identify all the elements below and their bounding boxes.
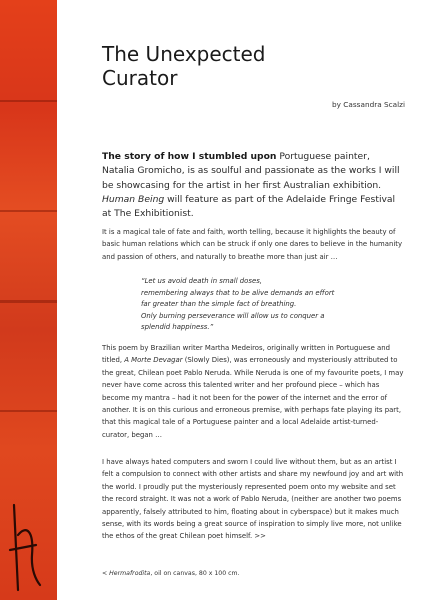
title-line-1: The Unexpected — [102, 42, 266, 66]
lead-text-1: Portuguese painter, Natalia Gromicho, is as soulful and passionate as the works I will be showcasing for the artist in her first Australian exhibition. — [102, 151, 400, 191]
caption-title: Hermafrodita — [109, 570, 151, 577]
lead-bold-text: The story of how I stumbled upon — [102, 151, 277, 162]
body-paragraph-2 — [102, 342, 404, 441]
byline: by Cassandra Scalzi — [332, 100, 405, 109]
article-page — [57, 0, 425, 600]
quote-line: far greater than the simple fact of breathing. — [141, 300, 297, 309]
caption-prefix: < — [102, 570, 110, 577]
artwork-spine-strip — [0, 0, 57, 600]
quote-line: remembering always that to be alive demands an effort — [141, 288, 335, 297]
body-paragraph-3: I have always hated computers and sworn I could live without them, but as an artist I felt a compulsion to connect with other artists and share my newfound joy and art with the world. I proudly put the mysteriously represented poem onto my website and set the record straight. It was not a work of Pablo Neruda, (neither are another two poems apparently, falsely attributed to him, floating about in cyberspace) but it makes much sense, with its words being a great source of inspiration to simply live more, not unlike the ethos of the great Chilean poet himself. >> — [102, 458, 404, 541]
lead-paragraph — [102, 150, 402, 221]
lead-text-2: will feature as part of the Adelaide Fringe Festival at The Exhibitionist. — [102, 193, 396, 220]
title-line-2: Curator — [102, 66, 178, 90]
body-paragraph-1: It is a magical tale of fate and faith, worth telling, because it highlights the beauty of basic human relations which can be struck if only one dares to believe in the humanity and passion of others, and naturally to breathe more than just air … — [102, 228, 403, 261]
p2-text-2: (Slowly Dies), was erroneously and mysteriously attributed to the great, Chilean poet Pablo Neruda. While Neruda is one of my favourite poets, I may never have come across this talented writer and her profound piece – which has become my mantra – had it not been for the power of the internet and the error of another. It is on this curious and erroneous premise, with perhaps fate playing its part, that this magical tale of a Portuguese painter and a local Adelaide artist-turned-curator, began … — [102, 356, 404, 439]
artwork-caption — [102, 570, 240, 577]
artist-signature-mark — [6, 495, 46, 595]
p2-text-1: This poem by Brazilian writer Martha Medeiros, originally written in Portuguese and titled, — [102, 344, 390, 365]
poem-quote — [141, 276, 381, 334]
p2-italic-title: A Morte Devagar — [124, 356, 183, 365]
article-title — [102, 42, 266, 90]
quote-line: Only burning perseverance will allow us to conquer a — [141, 311, 325, 320]
lead-italic-text: Human Being — [102, 193, 165, 205]
quote-line: “Let us avoid death in small doses, — [141, 277, 262, 285]
caption-details: , oil on canvas, 80 x 100 cm. — [150, 570, 240, 577]
quote-line: splendid happiness.” — [141, 323, 214, 332]
